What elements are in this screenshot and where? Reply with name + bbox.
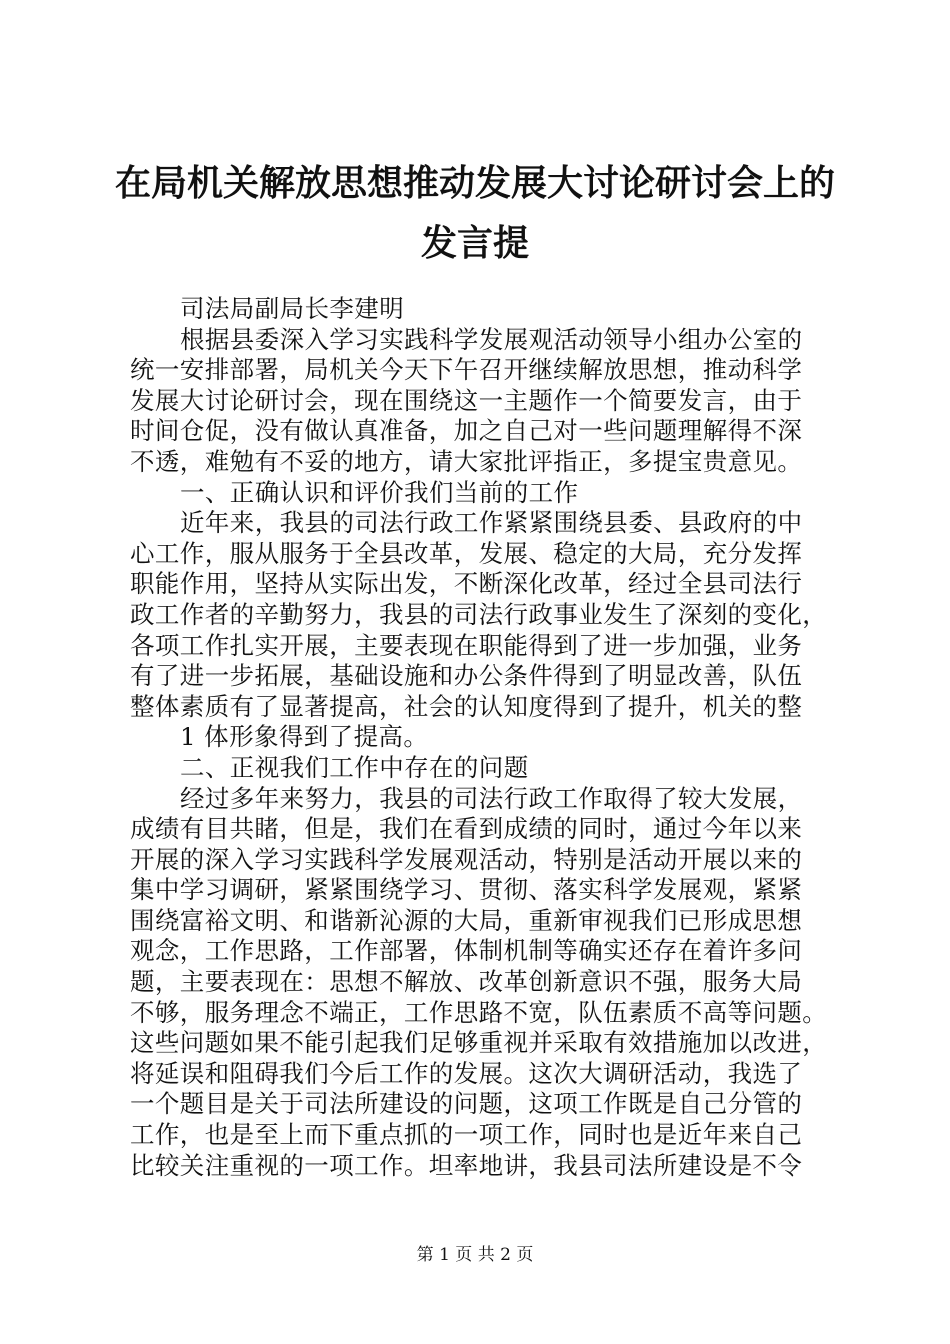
paragraph-line: 心工作，服从服务于全县改革，发展、稳定的大局，充分发挥 (130, 538, 803, 568)
section-heading-2: 二、正视我们工作中存在的问题 (180, 752, 529, 782)
paragraph-line: 不透，难勉有不妥的地方，请大家批评指正，多提宝贵意见。 (130, 446, 803, 476)
page-footer: 第 1 页 共 2 页 (416, 1245, 534, 1265)
paragraph-line: 开展的深入学习实践科学发展观活动，特别是活动开展以来的 (130, 844, 803, 874)
paragraph-line: 经过多年来努力，我县的司法行政工作取得了较大发展， (180, 783, 803, 813)
paragraph-line: 整体素质有了显著提高，社会的认知度得到了提升，机关的整 (130, 691, 803, 721)
paragraph-line: 将延误和阻碍我们今后工作的发展。这次大调研活动，我选了 (130, 1058, 803, 1088)
paragraph-line: 成绩有目共睹，但是，我们在看到成绩的同时，通过今年以来 (130, 814, 803, 844)
paragraph-line: 发展大讨论研讨会，现在围绕这一主题作一个简要发言，由于 (130, 385, 803, 415)
paragraph-line: 这些问题如果不能引起我们足够重视并采取有效措施加以改进， (130, 1028, 828, 1058)
paragraph-line: 根据县委深入学习实践科学发展观活动领导小组办公室的 (180, 324, 803, 354)
paragraph-line: 观念，工作思路，工作部署，体制机制等确实还存在着许多问 (130, 936, 803, 966)
document-title-line-1: 在局机关解放思想推动发展大讨论研讨会上的 (114, 162, 835, 204)
document-body (130, 294, 842, 1181)
paragraph-line: 有了进一步拓展，基础设施和办公条件得到了明显改善，队伍 (130, 661, 803, 691)
paragraph-line: 职能作用，坚持从实际出发，不断深化改革，经过全县司法行 (130, 569, 803, 599)
author-line: 司法局副局长李建明 (180, 294, 405, 323)
section-heading-1: 一、正确认识和评价我们当前的工作 (180, 477, 579, 507)
paragraph-line: 一个题目是关于司法所建设的问题，这项工作既是自己分管的 (130, 1089, 803, 1119)
paragraph-line: 不够，服务理念不端正，工作思路不宽，队伍素质不高等问题。 (130, 997, 828, 1027)
paragraph-line: 1 体形象得到了提高。 (180, 722, 429, 752)
paragraph-line: 近年来，我县的司法行政工作紧紧围绕县委、县政府的中 (180, 508, 803, 538)
paragraph-line: 集中学习调研，紧紧围绕学习、贯彻、落实科学发展观，紧紧 (130, 875, 803, 905)
paragraph-line: 围绕富裕文明、和谐新沁源的大局，重新审视我们已形成思想 (130, 905, 803, 935)
paragraph-line: 各项工作扎实开展，主要表现在职能得到了进一步加强，业务 (130, 630, 803, 660)
paragraph-line: 比较关注重视的一项工作。坦率地讲，我县司法所建设是不令 (130, 1150, 803, 1180)
paragraph-line: 时间仓促，没有做认真准备，加之自己对一些问题理解得不深 (130, 416, 803, 446)
paragraph-line: 工作，也是至上而下重点抓的一项工作，同时也是近年来自己 (130, 1120, 803, 1150)
paragraph-line: 政工作者的辛勤努力，我县的司法行政事业发生了深刻的变化， (130, 599, 828, 629)
paragraph-line: 题，主要表现在：思想不解放、改革创新意识不强，服务大局 (130, 967, 803, 997)
document-title-line-2: 发言提 (420, 222, 529, 264)
paragraph-line: 统一安排部署，局机关今天下午召开继续解放思想，推动科学 (130, 355, 803, 385)
